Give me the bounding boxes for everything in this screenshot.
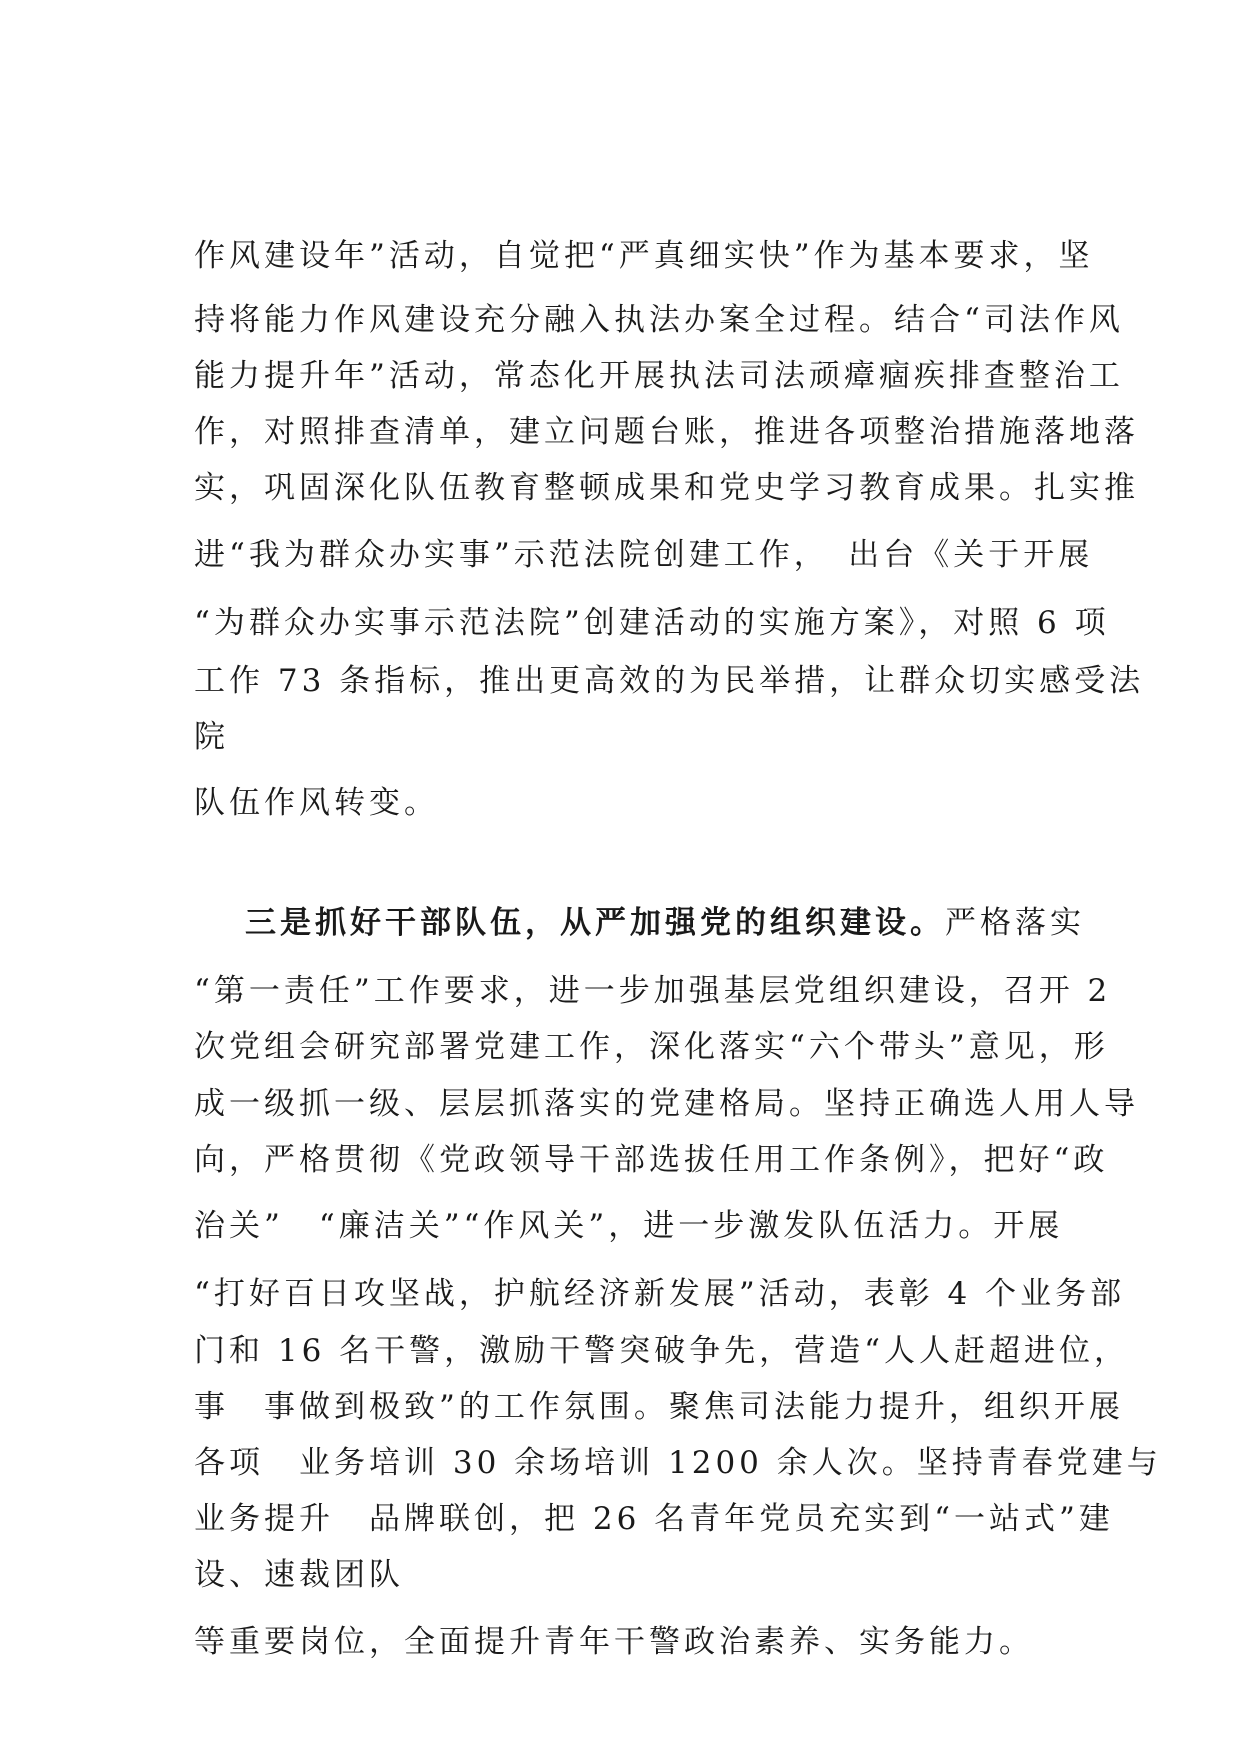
section-heading: 三是抓好干部队伍，从严加强党的组织建设。 — [245, 905, 945, 941]
text-line: 治关” “廉洁关”“作风关”，进一步激发队伍活力。开展 — [194, 1208, 1064, 1244]
text-line: 门和 16 名干警，激励干警突破争先，营造“人人赶超进位， — [194, 1333, 1129, 1369]
text-line: 工作 73 条指标，推出更高效的为民举措，让群众切实感受法 — [194, 663, 1145, 699]
text-line: 作，对照排查清单，建立问题台账，推进各项整治措施落地落 — [194, 414, 1139, 450]
text-line: 实，巩固深化队伍教育整顿成果和党史学习教育成果。扎实推 — [194, 470, 1139, 506]
text-line: “打好百日攻坚战，护航经济新发展”活动，表彰 4 个业务部 — [194, 1276, 1126, 1312]
text-line: 业务提升 品牌联创，把 26 名青年党员充实到“一站式”建 — [194, 1501, 1114, 1537]
text-line: 事 事做到极致”的工作氛围。聚焦司法能力提升，组织开展 — [194, 1389, 1124, 1425]
text-line: 持将能力作风建设充分融入执法办案全过程。结合“司法作风 — [194, 302, 1124, 338]
text-line: 成一级抓一级、层层抓落实的党建格局。坚持正确选人用人导 — [194, 1086, 1139, 1122]
text-line: 各项 业务培训 30 余场培训 1200 余人次。坚持青春党建与 — [194, 1445, 1162, 1481]
text-line: 进“我为群众办实事”示范法院创建工作， 出台《关于开展 — [194, 537, 1094, 573]
paragraph-first-line — [245, 903, 1085, 943]
text-line: “为群众办实事示范法院”创建活动的实施方案》，对照 6 项 — [194, 605, 1110, 641]
text-line: 院 — [194, 719, 229, 755]
text-line: 向，严格贯彻《党政领导干部选拔任用工作条例》，把好“政 — [194, 1142, 1109, 1178]
text-line: “第一责任”工作要求，进一步加强基层党组织建设，召开 2 — [194, 973, 1112, 1009]
text-line: 作风建设年”活动，自觉把“严真细实快”作为基本要求，坚 — [194, 238, 1094, 274]
text-line: 设、速裁团队 — [194, 1557, 404, 1593]
text-line: 次党组会研究部署党建工作，深化落实“六个带头”意见，形 — [194, 1029, 1109, 1065]
text-line: 等重要岗位，全面提升青年干警政治素养、实务能力。 — [194, 1624, 1034, 1660]
text-line: 能力提升年”活动，常态化开展执法司法顽瘴痼疾排查整治工 — [194, 358, 1124, 394]
text-line: 队伍作风转变。 — [194, 785, 439, 821]
text-run: 严格落实 — [945, 905, 1085, 941]
